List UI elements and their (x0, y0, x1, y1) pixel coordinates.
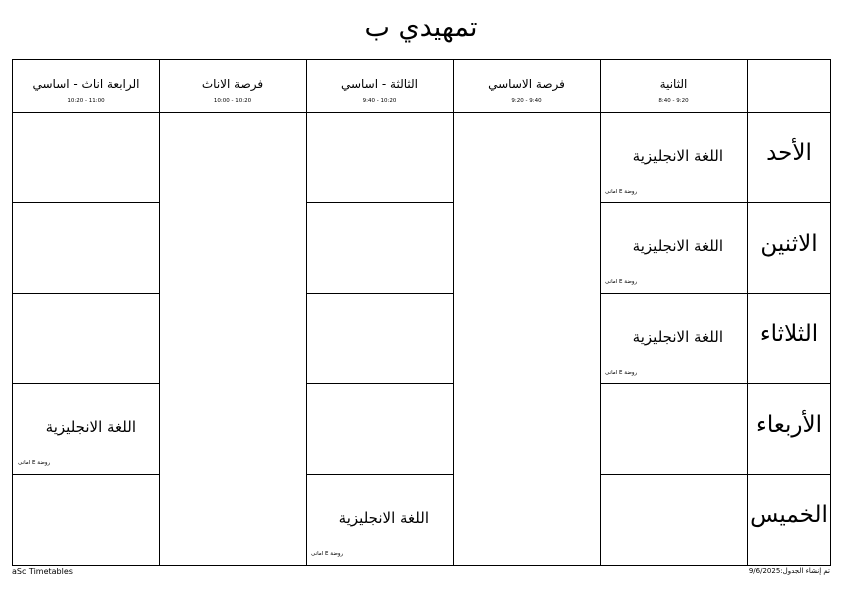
lesson-card[interactable] (601, 113, 747, 202)
day-label-tuesday: الثلاثاء (759, 321, 819, 347)
period-header-2 (453, 60, 600, 112)
day-label-sunday: الأحد (766, 140, 812, 166)
row-divider (13, 474, 159, 475)
row-divider (306, 202, 453, 203)
row-divider (600, 474, 830, 475)
lesson-card[interactable] (14, 384, 160, 473)
column-divider (747, 60, 748, 565)
period-time: 10:00 - 10:20 (213, 98, 252, 104)
timetable-grid (12, 59, 831, 566)
lesson-card[interactable] (307, 475, 453, 564)
lesson-card[interactable] (601, 294, 747, 383)
period-header-4 (159, 60, 306, 112)
period-name: الثانية (659, 77, 688, 91)
lesson-room: روضة E امانى (18, 460, 51, 466)
lesson-subject: اللغة الانجليزية (338, 509, 429, 527)
row-divider (600, 383, 830, 384)
lesson-subject: اللغة الانجليزية (632, 328, 723, 346)
period-name: فرصة الاناث (201, 77, 264, 91)
row-divider (306, 383, 453, 384)
generated-date: تم إنشاء الجدول:9/6/2025 (748, 567, 830, 575)
lesson-subject: اللغة الانجليزية (632, 147, 723, 165)
period-time: 10:20 - 11:00 (67, 98, 105, 104)
row-divider (13, 202, 159, 203)
column-divider (159, 60, 160, 565)
lesson-subject: اللغة الانجليزية (45, 418, 136, 436)
period-header-1 (600, 60, 747, 112)
period-time: 8:40 - 9:20 (658, 98, 689, 104)
period-header-3 (306, 60, 453, 112)
day-label-monday: الاثنين (760, 231, 818, 257)
period-time: 9:40 - 10:20 (362, 98, 397, 104)
day-label-thursday: الخميس (750, 502, 828, 528)
day-label-wednesday: الأربعاء (756, 412, 822, 438)
lesson-room: روضة E امانى (605, 370, 638, 376)
period-name: فرصة الاساسي (488, 77, 565, 91)
row-divider (306, 293, 453, 294)
column-divider (453, 60, 454, 565)
period-header-5 (13, 60, 159, 112)
app-name: aSc Timetables (12, 567, 73, 576)
lesson-card[interactable] (601, 203, 747, 292)
period-time: 9:20 - 9:40 (511, 98, 542, 104)
lesson-room: روضة E امانى (311, 551, 344, 557)
period-name: الرابعة اناث - اساسي (32, 77, 140, 91)
lesson-room: روضة E امانى (605, 189, 638, 195)
timetable-title: تمهيدي ب (364, 12, 478, 43)
period-name: الثالثة - اساسي (340, 77, 419, 91)
lesson-subject: اللغة الانجليزية (632, 237, 723, 255)
lesson-room: روضة E امانى (605, 279, 638, 285)
row-divider (13, 293, 159, 294)
